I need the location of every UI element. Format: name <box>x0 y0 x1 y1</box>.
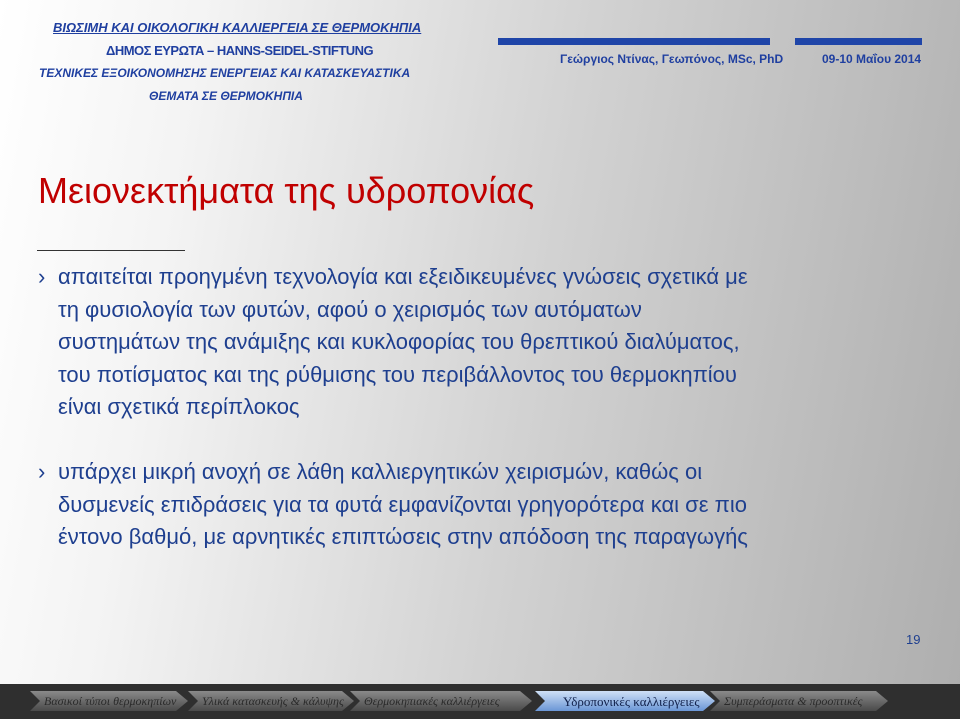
bullet-1-line: συστημάτων της ανάμιξης και κυκλοφορίας του θρεπτικού διαλύματος, <box>58 329 740 354</box>
header-bar-right <box>795 38 922 45</box>
nav-tab-label: Συμπεράσματα & προοπτικές <box>724 694 863 708</box>
nav-tab-materials[interactable] <box>188 691 354 711</box>
slide-header <box>0 0 960 110</box>
bullet-2-line: δυσμενείς επιδράσεις για τα φυτά εμφανίζονται γρηγορότερα και σε πιο <box>58 491 747 517</box>
bullet-1 <box>38 261 918 424</box>
page-number: 19 <box>906 632 921 647</box>
nav-tab-hydroponics-active[interactable] <box>535 691 715 711</box>
nav-tab-label: Θερμοκηπιακές καλλιέργειες <box>364 694 500 708</box>
bullet-2-line: υπάρχει μικρή ανοχή σε λάθη καλλιεργητικών χειρισμών, καθώς οι <box>58 459 703 484</box>
bullet-1-line: απαιτείται προηγμένη τεχνολογία και εξειδικευμένες γνώσεις σχετικά με <box>58 264 748 289</box>
nav-tab-label: Υλικά κατασκευής & κάλυψης <box>202 694 344 708</box>
bullet-marker: › <box>38 459 46 484</box>
header-subtitle: ΤΕΧΝΙΚΕΣ ΕΞΟΙΚΟΝΟΜΗΣΗΣ ΕΝΕΡΓΕΙΑΣ ΚΑΙ ΚΑΤΑΣΚΕΥΑΣΤΙΚΑ <box>39 66 411 80</box>
title-divider <box>37 250 185 251</box>
header-project-title: ΒΙΩΣΙΜΗ ΚΑΙ ΟΙΚΟΛΟΓΙΚΗ ΚΑΛΛΙΕΡΓΕΙΑ ΣΕ ΘΕΡΜΟΚΗΠΙΑ <box>53 20 422 35</box>
bullet-1-line: είναι σχετικά περίπλοκος <box>58 394 300 419</box>
nav-tab-conclusions[interactable] <box>710 691 888 711</box>
nav-tab-greenhouse-types[interactable] <box>30 691 188 711</box>
bullet-1-line: τη φυσιολογία των φυτών, αφού ο χειρισμός των αυτόματων <box>58 296 642 322</box>
header-date: 09-10 Μαΐου 2014 <box>822 52 922 66</box>
bullet-2-line: έντονο βαθμό, με αρνητικές επιπτώσεις στην απόδοση της παραγωγής <box>58 524 748 549</box>
nav-tab-label: Υδροπονικές καλλιέργειες <box>563 694 700 709</box>
header-subtitle-2: ΘΕΜΑΤΑ ΣΕ ΘΕΡΜΟΚΗΠΙΑ <box>149 89 303 103</box>
header-bar-left <box>498 38 770 45</box>
bullet-1-line: του ποτίσματος και της ρύθμισης του περιβάλλοντος του θερμοκηπίου <box>58 361 737 387</box>
nav-tab-label: Βασικοί τύποι θερμοκηπίων <box>44 694 177 708</box>
header-organizers: ΔΗΜΟΣ ΕΥΡΩΤΑ – HANNS-SEIDEL-STIFTUNG <box>106 43 374 58</box>
bullet-marker: › <box>38 264 46 289</box>
bullet-2 <box>38 456 918 554</box>
section-nav-bar <box>0 684 960 719</box>
nav-tab-greenhouse-crops[interactable] <box>350 691 532 711</box>
header-author: Γεώργιος Ντίνας, Γεωπόνος, MSc, PhD <box>560 52 784 66</box>
slide-title: Μειονεκτήματα της υδροπονίας <box>38 170 535 211</box>
